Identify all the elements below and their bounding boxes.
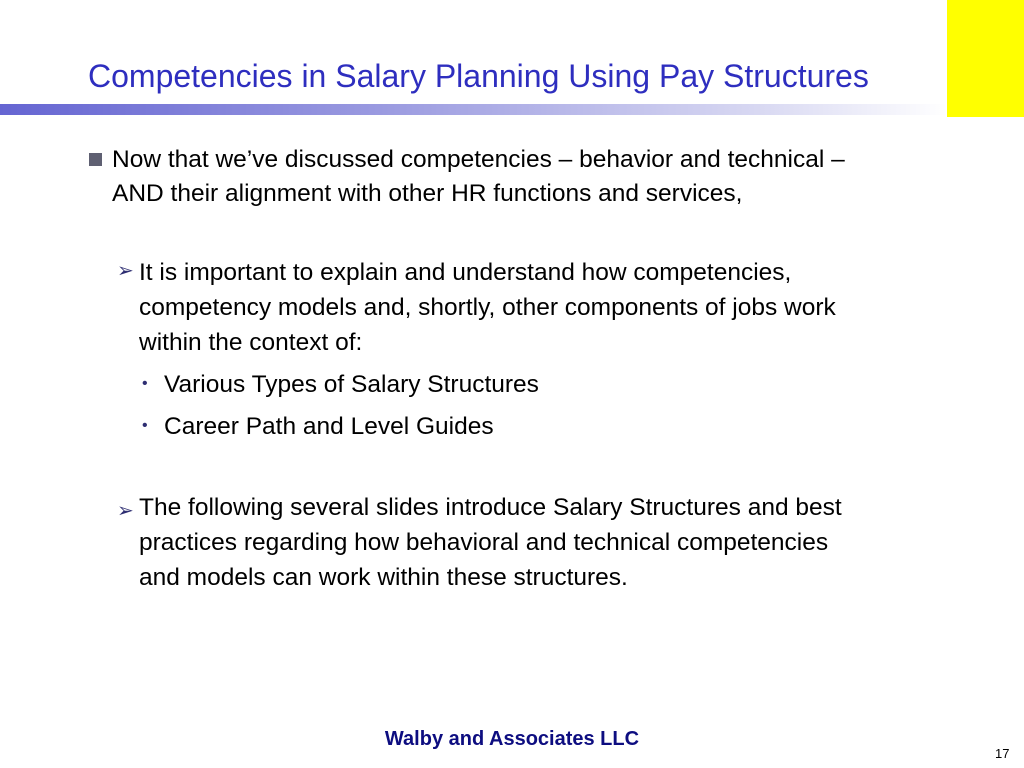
- square-bullet-icon: [89, 153, 102, 166]
- sub-bullet-text-line: It is important to explain and understand how competencies,: [139, 259, 792, 286]
- sub-bullet-text-line: and models can work within these structures.: [139, 564, 628, 591]
- footer-company: Walby and Associates LLC: [384, 728, 640, 750]
- dot-bullet-icon: •: [142, 375, 148, 392]
- list-item: Various Types of Salary Structures: [164, 371, 539, 398]
- sub-bullet-text-line: within the context of:: [139, 329, 363, 356]
- sub-bullet-text-line: competency models and, shortly, other components of jobs work: [139, 294, 836, 321]
- sub-bullet-text-line: The following several slides introduce Salary Structures and best: [139, 494, 842, 521]
- bullet-text-line: Now that we’ve discussed competencies – behavior and technical –: [112, 146, 845, 173]
- dot-bullet-icon: •: [142, 417, 148, 434]
- sub-bullet-text-line: practices regarding how behavioral and technical competencies: [139, 529, 829, 556]
- arrow-bullet-icon: ➢: [117, 260, 134, 282]
- bullet-text-line: AND their alignment with other HR functions and services,: [112, 180, 743, 207]
- list-item: Career Path and Level Guides: [164, 413, 494, 440]
- arrow-bullet-icon: ➢: [117, 500, 134, 522]
- page-number: 17: [995, 746, 1010, 761]
- slide-title: Competencies in Salary Planning Using Pay Structures: [88, 58, 869, 94]
